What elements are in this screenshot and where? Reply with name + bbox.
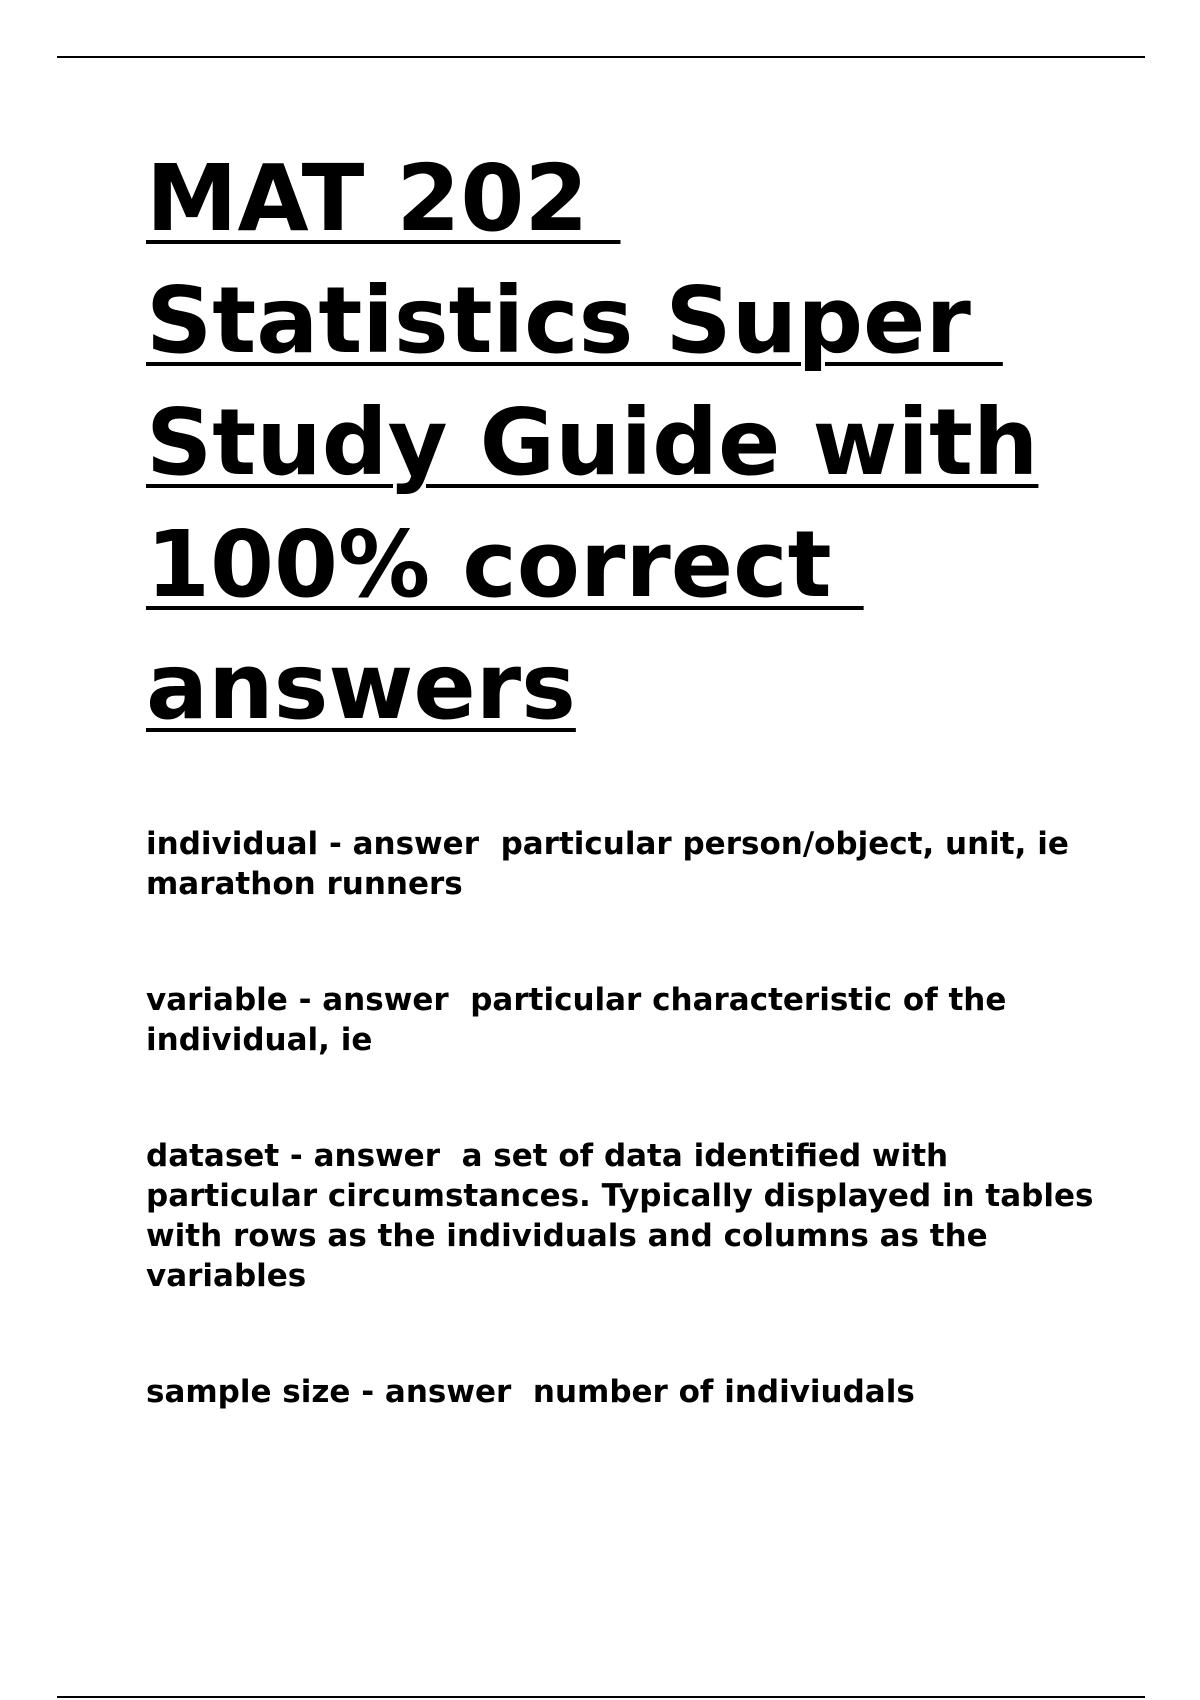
flashcard-entry-dataset: dataset - answer a set of data identified with particular circumstances. Typically displayed in tables with rows as the individuals and columns as the variables: [146, 1138, 1105, 1294]
title-line-text: Study Guide with: [146, 389, 1039, 496]
title-line-text: MAT 202: [146, 145, 621, 252]
title-line: [146, 138, 1146, 260]
document-title: [146, 138, 1146, 748]
title-line-text: Statistics Super: [146, 267, 1003, 374]
flashcard-list: [146, 824, 1105, 1488]
title-line: [146, 260, 1146, 382]
flashcard-entry-variable: variable - answer particular characteristic of the individual, ie: [146, 982, 1018, 1058]
flashcard-entry-sample-size: sample size - answer number of indiviudals: [146, 1374, 915, 1410]
title-line-text: answers: [146, 633, 576, 740]
title-line-text: 100% correct: [146, 511, 864, 618]
title-line: [146, 382, 1146, 504]
title-line: [146, 504, 1146, 626]
bottom-divider: [57, 1696, 1145, 1698]
flashcard-entry-individual: individual - answer particular person/object, unit, ie marathon runners: [146, 826, 1080, 902]
top-divider: [57, 56, 1145, 58]
title-line: [146, 626, 1146, 748]
